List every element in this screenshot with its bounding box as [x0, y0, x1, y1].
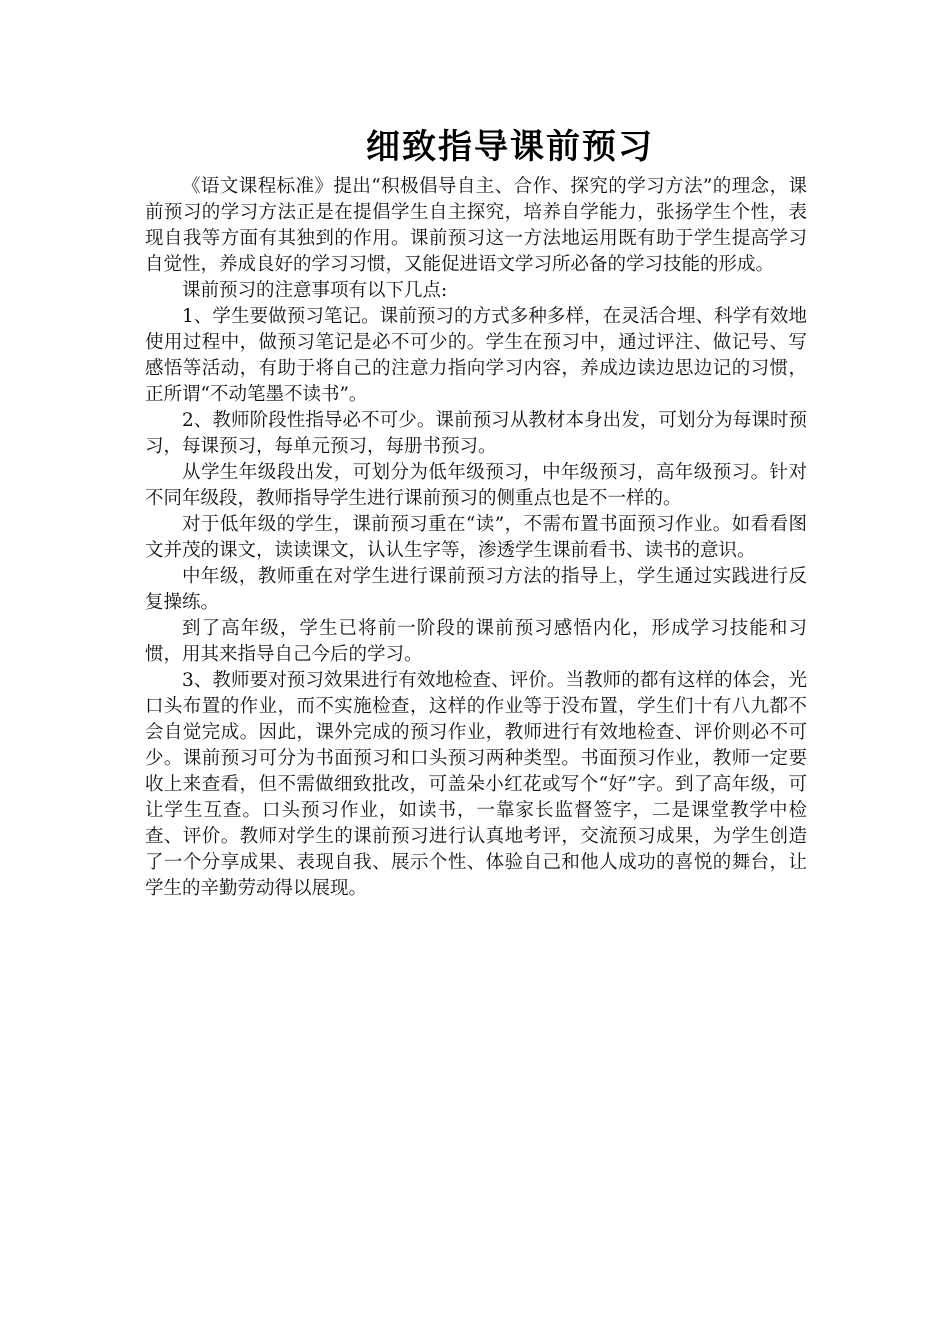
- document-body: [145, 174, 807, 902]
- paragraph-high-grade: 到了高年级，学生已将前一阶段的课前预习感悟内化，形成学习技能和习惯，用其来指导自己今后的学习。: [145, 618, 807, 665]
- paragraph-middle-grade: 中年级，教师重在对学生进行课前预习方法的指导上，学生通过实践进行反复操练。: [145, 566, 807, 613]
- paragraph-intro: 《语文课程标准》提出“积极倡导自主、合作、探究的学习方法”的理念，课前预习的学习方法正是在提倡学生自主探究，培养自学能力，张扬学生个性，表现自我等方面有其独到的作用。课前预习这一方法地运用既有助于学生提高学习自觉性，养成良好的学习习惯，又能促进语文学习所必备的学习技能的形成。: [145, 176, 807, 275]
- paragraph-point-2: 2、教师阶段性指导必不可少。课前预习从教材本身出发，可划分为每课时预习，每课预习，每单元预习，每册书预习。: [145, 410, 807, 457]
- paragraph-point-3: 3、教师要对预习效果进行有效地检查、评价。当教师的都有这样的体会，光口头布置的作业，而不实施检查，这样的作业等于没布置，学生们十有八九都不会自觉完成。因此，课外完成的预习作业，教师进行有效地检查、评价则必不可少。课前预习可分为书面预习和口头预习两种类型。书面预习作业，教师一定要收上来查看，但不需做细致批改，可盖朵小红花或写个“好”字。到了高年级，可让学生互查。口头预习作业，如读书，一靠家长监督签字，二是课堂教学中检查、评价。教师对学生的课前预习进行认真地考评，交流预习成果，为学生创造了一个分享成果、表现自我、展示个性、体验自己和他人成功的喜悦的舞台，让学生的辛勤劳动得以展现。: [145, 670, 807, 899]
- paragraph-low-grade: 对于低年级的学生，课前预习重在“读”，不需布置书面预习作业。如看看图文并茂的课文，读读课文，认认生字等，渗透学生课前看书、读书的意识。: [145, 514, 807, 561]
- paragraph-grade-levels: 从学生年级段出发，可划分为低年级预习，中年级预习，高年级预习。针对不同年级段，教师指导学生进行课前预习的侧重点也是不一样的。: [145, 462, 807, 509]
- paragraph-point-1: 1、学生要做预习笔记。课前预习的方式多种多样，在灵活合埋、科学有效地使用过程中，做预习笔记是必不可少的。学生在预习中，通过评注、做记号、写感悟等活动，有助于将自己的注意力指向学习内容，养成边读边思边记的习惯，正所谓“不动笔墨不读书”。: [145, 306, 807, 405]
- paragraph-notes-heading: 课前预习的注意事项有以下几点:: [182, 280, 448, 301]
- document-title: 细致指导课前预习: [366, 127, 654, 167]
